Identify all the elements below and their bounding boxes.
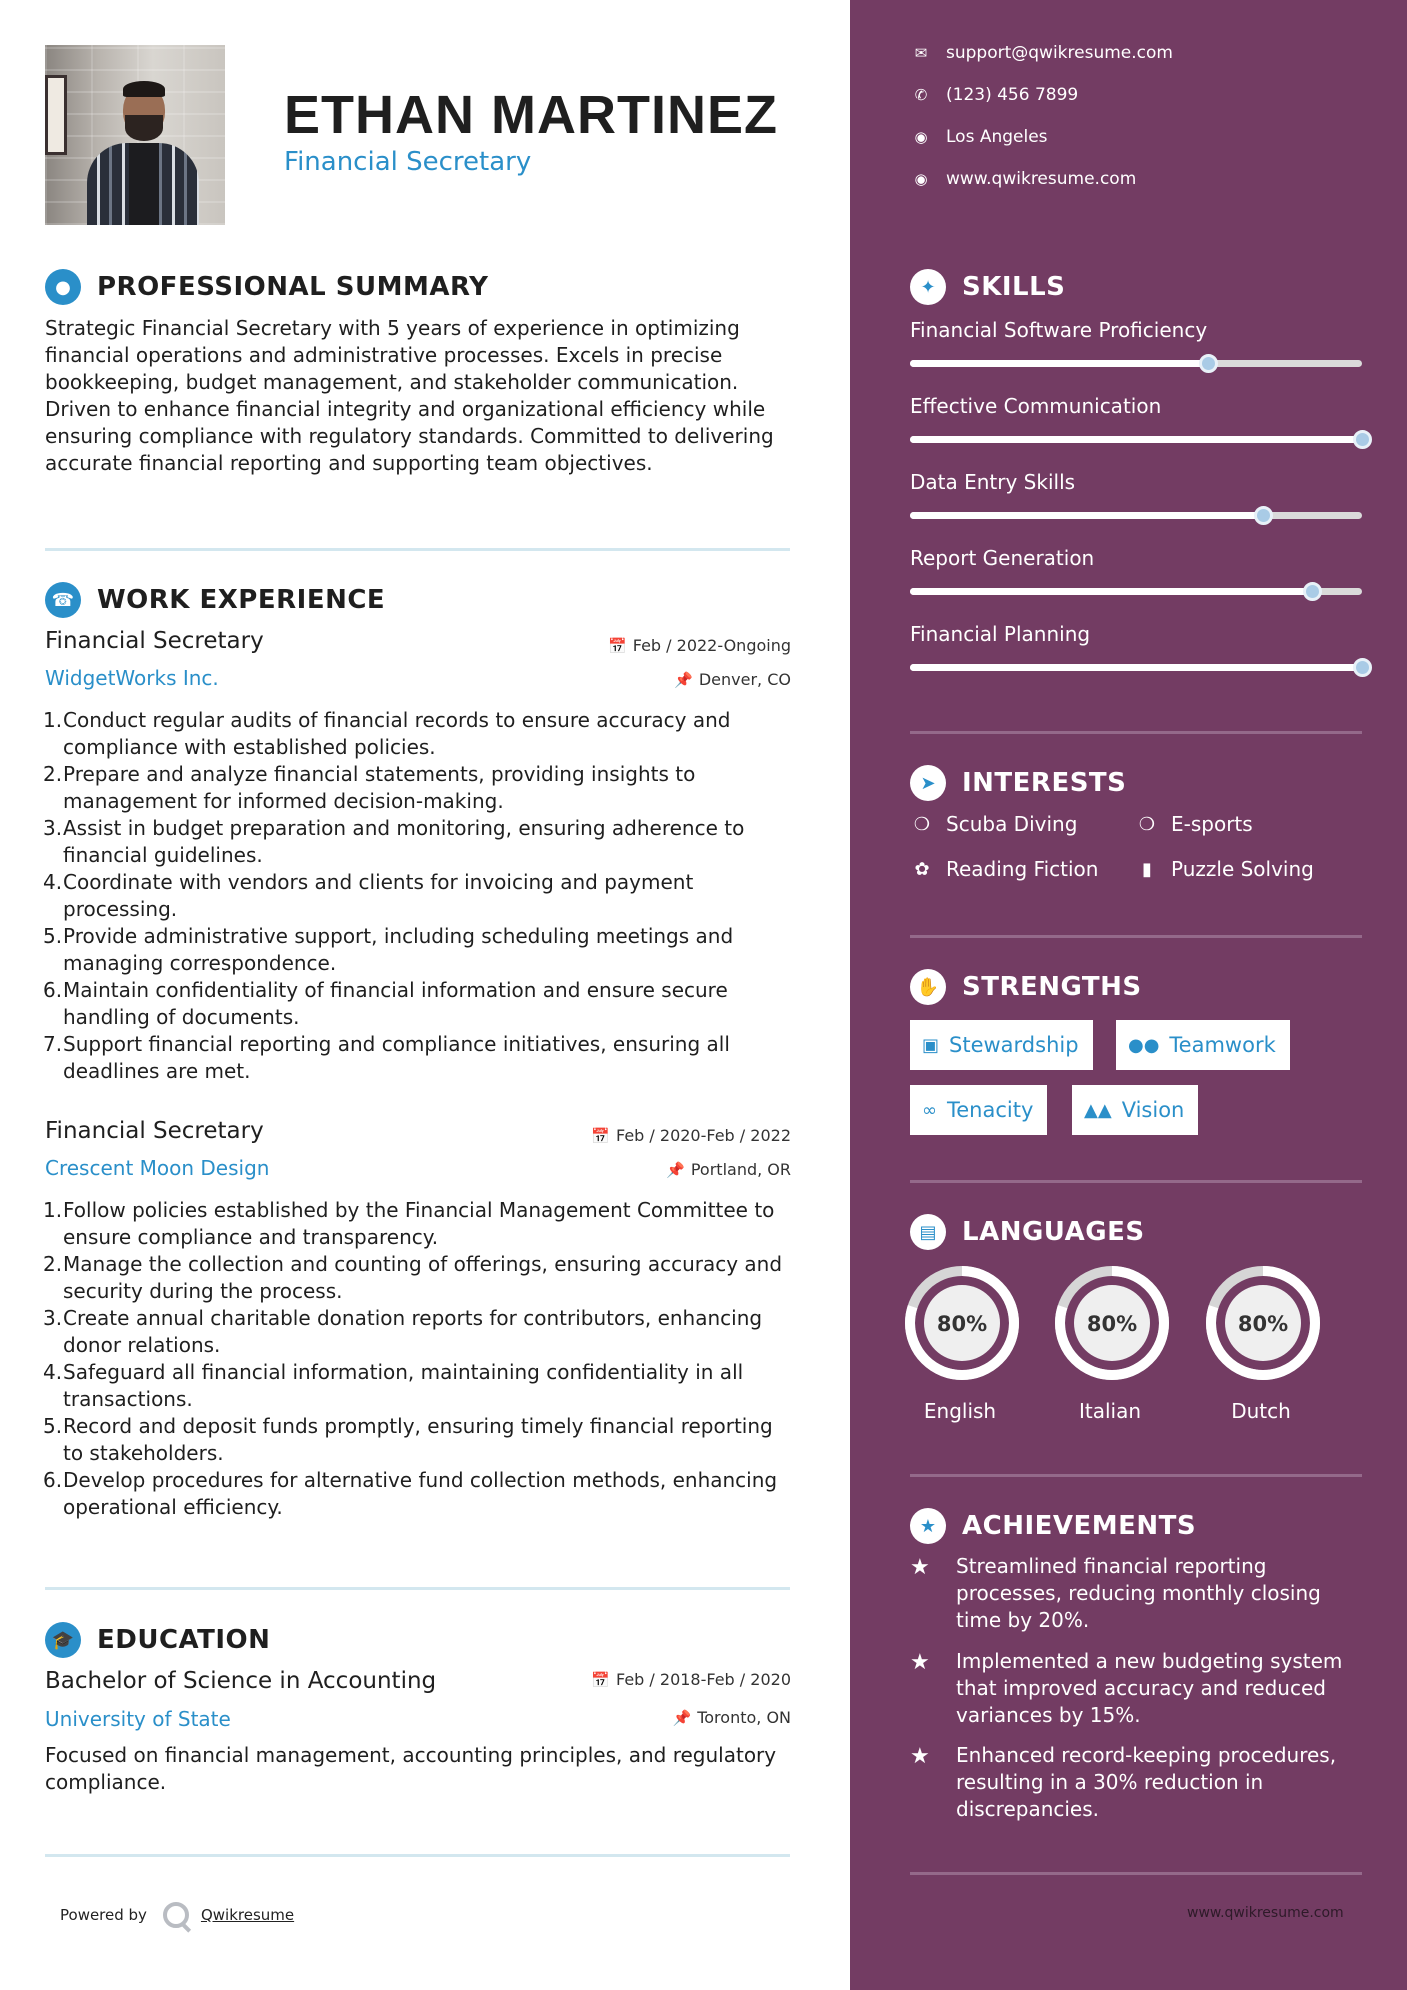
skills-heading: ✦ SKILLS xyxy=(910,267,1065,307)
skill-bar-fill xyxy=(910,588,1312,595)
sidebar xyxy=(850,0,1407,1990)
section-divider xyxy=(910,1180,1362,1183)
list-item: 6. Develop procedures for alternative fund collection methods, enhancing operational efficiency. xyxy=(43,1468,778,1519)
qwikresume-logo-icon xyxy=(163,1902,189,1928)
skill-name: Report Generation xyxy=(910,546,1095,570)
binoculars-icon: ▲▲ xyxy=(1084,1099,1112,1121)
job-location: 📌 Denver, CO xyxy=(674,670,791,689)
job-location: 📌 Portland, OR xyxy=(666,1160,791,1179)
calendar-icon: 📅 xyxy=(591,1126,610,1145)
paper-plane-icon: ➤ xyxy=(910,765,946,801)
skill-level-knob xyxy=(1353,658,1372,677)
skill-level-knob xyxy=(1199,354,1218,373)
star-icon: ★ xyxy=(910,1555,930,1580)
graduation-cap-icon: 🎓 xyxy=(45,1622,81,1658)
interest-item: ✿ Reading Fiction xyxy=(910,857,1098,881)
job-dates: 📅 Feb / 2022-Ongoing xyxy=(608,636,791,655)
list-item: 2. Manage the collection and counting of offerings, ensuring accuracy and security during the process. xyxy=(43,1252,783,1303)
headset-icon: ☎ xyxy=(45,582,81,618)
list-item: 6. Maintain confidentiality of financial information and ensure secure handling of documents. xyxy=(43,978,728,1029)
contact-location: ◉ Los Angeles xyxy=(910,127,1048,147)
language-icon: ▤ xyxy=(910,1214,946,1250)
language-name: Dutch xyxy=(1231,1399,1291,1423)
education-description: Focused on financial management, accounting principles, and regulatory compliance. xyxy=(45,1743,777,1794)
language-item xyxy=(900,1261,1020,1423)
language-percent: 80% xyxy=(1086,1312,1138,1336)
globe-icon: ◉ xyxy=(914,170,928,188)
lightbulb-icon: ✦ xyxy=(910,269,946,305)
list-item: 3. Create annual charitable donation reports for contributors, enhancing donor relations. xyxy=(43,1306,763,1357)
achievements-heading: ★ ACHIEVEMENTS xyxy=(910,1506,1196,1546)
list-item: 3. Assist in budget preparation and monitoring, ensuring adherence to financial guidelines. xyxy=(43,816,745,867)
skill-level-knob xyxy=(1254,506,1273,525)
strength-chip: ∞ Tenacity xyxy=(910,1085,1047,1135)
languages-heading: ▤ LANGUAGES xyxy=(910,1212,1145,1252)
language-percent: 80% xyxy=(936,1312,988,1336)
qwikresume-link[interactable]: Qwikresume xyxy=(200,1906,295,1924)
skill-bar-fill xyxy=(910,436,1362,443)
book-icon: ▮ xyxy=(1142,858,1152,880)
job-company: WidgetWorks Inc. xyxy=(45,666,219,690)
education-location: 📌 Toronto, ON xyxy=(672,1708,791,1727)
interest-item: ❍ Scuba Diving xyxy=(910,812,1077,836)
pin-icon: 📌 xyxy=(666,1160,685,1179)
interest-item: ▮ Puzzle Solving xyxy=(1135,857,1314,881)
section-divider xyxy=(910,731,1362,734)
candidate-title: Financial Secretary xyxy=(284,147,532,177)
contact-phone[interactable]: ✆ (123) 456 7899 xyxy=(910,85,1078,105)
job-title: Financial Secretary xyxy=(45,628,264,654)
section-divider xyxy=(45,1587,790,1590)
list-item: 1. Conduct regular audits of financial records to ensure accuracy and compliance with established policies. xyxy=(43,708,731,759)
skill-bar-fill xyxy=(910,664,1362,671)
briefcase-icon: ▣ xyxy=(922,1034,940,1056)
profile-photo xyxy=(45,45,225,225)
list-item: 7. Support financial reporting and compliance initiatives, ensuring all deadlines are met. xyxy=(43,1032,730,1083)
strength-chip: ●● Teamwork xyxy=(1116,1020,1290,1070)
summary-heading: ● PROFESSIONAL SUMMARY xyxy=(45,267,488,307)
fist-icon: ✋ xyxy=(910,969,946,1005)
user-icon: ● xyxy=(45,269,81,305)
contact-website[interactable]: ◉ www.qwikresume.com xyxy=(910,169,1136,189)
list-item: 4. Safeguard all financial information, maintaining confidentiality in all transactions. xyxy=(43,1360,744,1411)
job-title: Financial Secretary xyxy=(45,1118,264,1144)
skill-bar xyxy=(910,360,1362,367)
section-divider xyxy=(45,1854,790,1857)
section-divider xyxy=(910,935,1362,938)
job-dates: 📅 Feb / 2020-Feb / 2022 xyxy=(591,1126,791,1145)
language-ring xyxy=(1201,1261,1325,1385)
section-divider xyxy=(910,1474,1362,1477)
list-item: 1. Follow policies established by the Financial Management Committee to ensure compliance and transparency. xyxy=(43,1198,775,1249)
strength-chip: ▣ Stewardship xyxy=(910,1020,1093,1070)
skill-name: Financial Software Proficiency xyxy=(910,318,1208,342)
achievement-item: ★ Enhanced record-keeping procedures, resulting in a 30% reduction in discrepancies. xyxy=(910,1743,1337,1821)
strength-chip: ▲▲ Vision xyxy=(1072,1085,1198,1135)
school-name: University of State xyxy=(45,1707,231,1731)
skill-name: Effective Communication xyxy=(910,394,1162,418)
degree-title: Bachelor of Science in Accounting xyxy=(45,1668,437,1694)
skill-bar xyxy=(910,664,1362,671)
link-icon: ∞ xyxy=(922,1099,937,1121)
language-item xyxy=(1201,1261,1321,1423)
strengths-heading: ✋ STRENGTHS xyxy=(910,967,1142,1007)
language-percent: 80% xyxy=(1237,1312,1289,1336)
language-ring xyxy=(1050,1261,1174,1385)
language-name: English xyxy=(923,1399,997,1423)
language-item xyxy=(1050,1261,1170,1423)
skill-name: Financial Planning xyxy=(910,622,1091,646)
list-item: 5. Provide administrative support, including scheduling meetings and managing correspondence. xyxy=(43,924,734,975)
interest-item: ❍ E-sports xyxy=(1135,812,1253,836)
experience-heading: ☎ WORK EXPERIENCE xyxy=(45,580,385,620)
section-divider xyxy=(45,548,790,551)
footer-website[interactable]: www.qwikresume.com xyxy=(1187,1905,1344,1921)
achievement-item: ★ Streamlined financial reporting processes, reducing monthly closing time by 20%. xyxy=(910,1554,1321,1632)
education-dates: 📅 Feb / 2018-Feb / 2020 xyxy=(591,1670,791,1689)
contact-email[interactable]: ✉ support@qwikresume.com xyxy=(910,43,1173,63)
job-duties-list xyxy=(45,1197,795,1521)
phone-icon: ✆ xyxy=(914,86,928,104)
section-divider xyxy=(910,1872,1362,1875)
pin-icon: 📌 xyxy=(674,670,693,689)
star-icon: ★ xyxy=(910,1744,930,1769)
interests-heading: ➤ INTERESTS xyxy=(910,763,1126,803)
skill-bar xyxy=(910,436,1362,443)
list-item: 4. Coordinate with vendors and clients for invoicing and payment processing. xyxy=(43,870,694,921)
job-company: Crescent Moon Design xyxy=(45,1156,270,1180)
gamepad-icon: ✿ xyxy=(914,858,930,880)
skill-bar-fill xyxy=(910,512,1263,519)
skill-name: Data Entry Skills xyxy=(910,470,1076,494)
summary-text: Strategic Financial Secretary with 5 years of experience in optimizing financial operations and administrative processes. Excels in precise bookkeeping, budget management, and stakeholder communication. Driven to enhance financial integrity and organizational efficiency while ensuring compliance with regulatory standards. Committed to delivering accurate financial reporting and supporting team objectives. xyxy=(45,316,774,475)
skill-bar xyxy=(910,588,1362,595)
education-heading: 🎓 EDUCATION xyxy=(45,1620,270,1660)
list-item: 5. Record and deposit funds promptly, ensuring timely financial reporting to stakeholders. xyxy=(43,1414,773,1465)
language-ring xyxy=(900,1261,1024,1385)
pin-icon: 📌 xyxy=(672,1708,692,1727)
star-badge-icon: ★ xyxy=(910,1508,946,1544)
job-duties-list xyxy=(45,707,795,1085)
calendar-icon: 📅 xyxy=(608,636,627,655)
map-marker-icon: ◉ xyxy=(914,128,928,146)
life-ring-icon: ❍ xyxy=(913,813,931,835)
users-icon: ●● xyxy=(1128,1034,1160,1056)
skill-level-knob xyxy=(1303,582,1322,601)
candidate-name: ETHAN MARTINEZ xyxy=(284,85,778,145)
skill-level-knob xyxy=(1353,430,1372,449)
skill-bar xyxy=(910,512,1362,519)
skill-bar-fill xyxy=(910,360,1208,367)
star-icon: ★ xyxy=(910,1650,930,1675)
language-name: Italian xyxy=(1078,1399,1142,1423)
envelope-icon: ✉ xyxy=(914,44,928,62)
list-item: 2. Prepare and analyze financial statements, providing insights to management for informed decision-making. xyxy=(43,762,696,813)
life-ring-icon: ❍ xyxy=(1138,813,1156,835)
achievement-item: ★ Implemented a new budgeting system that improved accuracy and reduced variances by 15%. xyxy=(910,1649,1343,1727)
calendar-icon: 📅 xyxy=(591,1670,610,1689)
powered-by: Powered by Qwikresume xyxy=(60,1902,294,1928)
